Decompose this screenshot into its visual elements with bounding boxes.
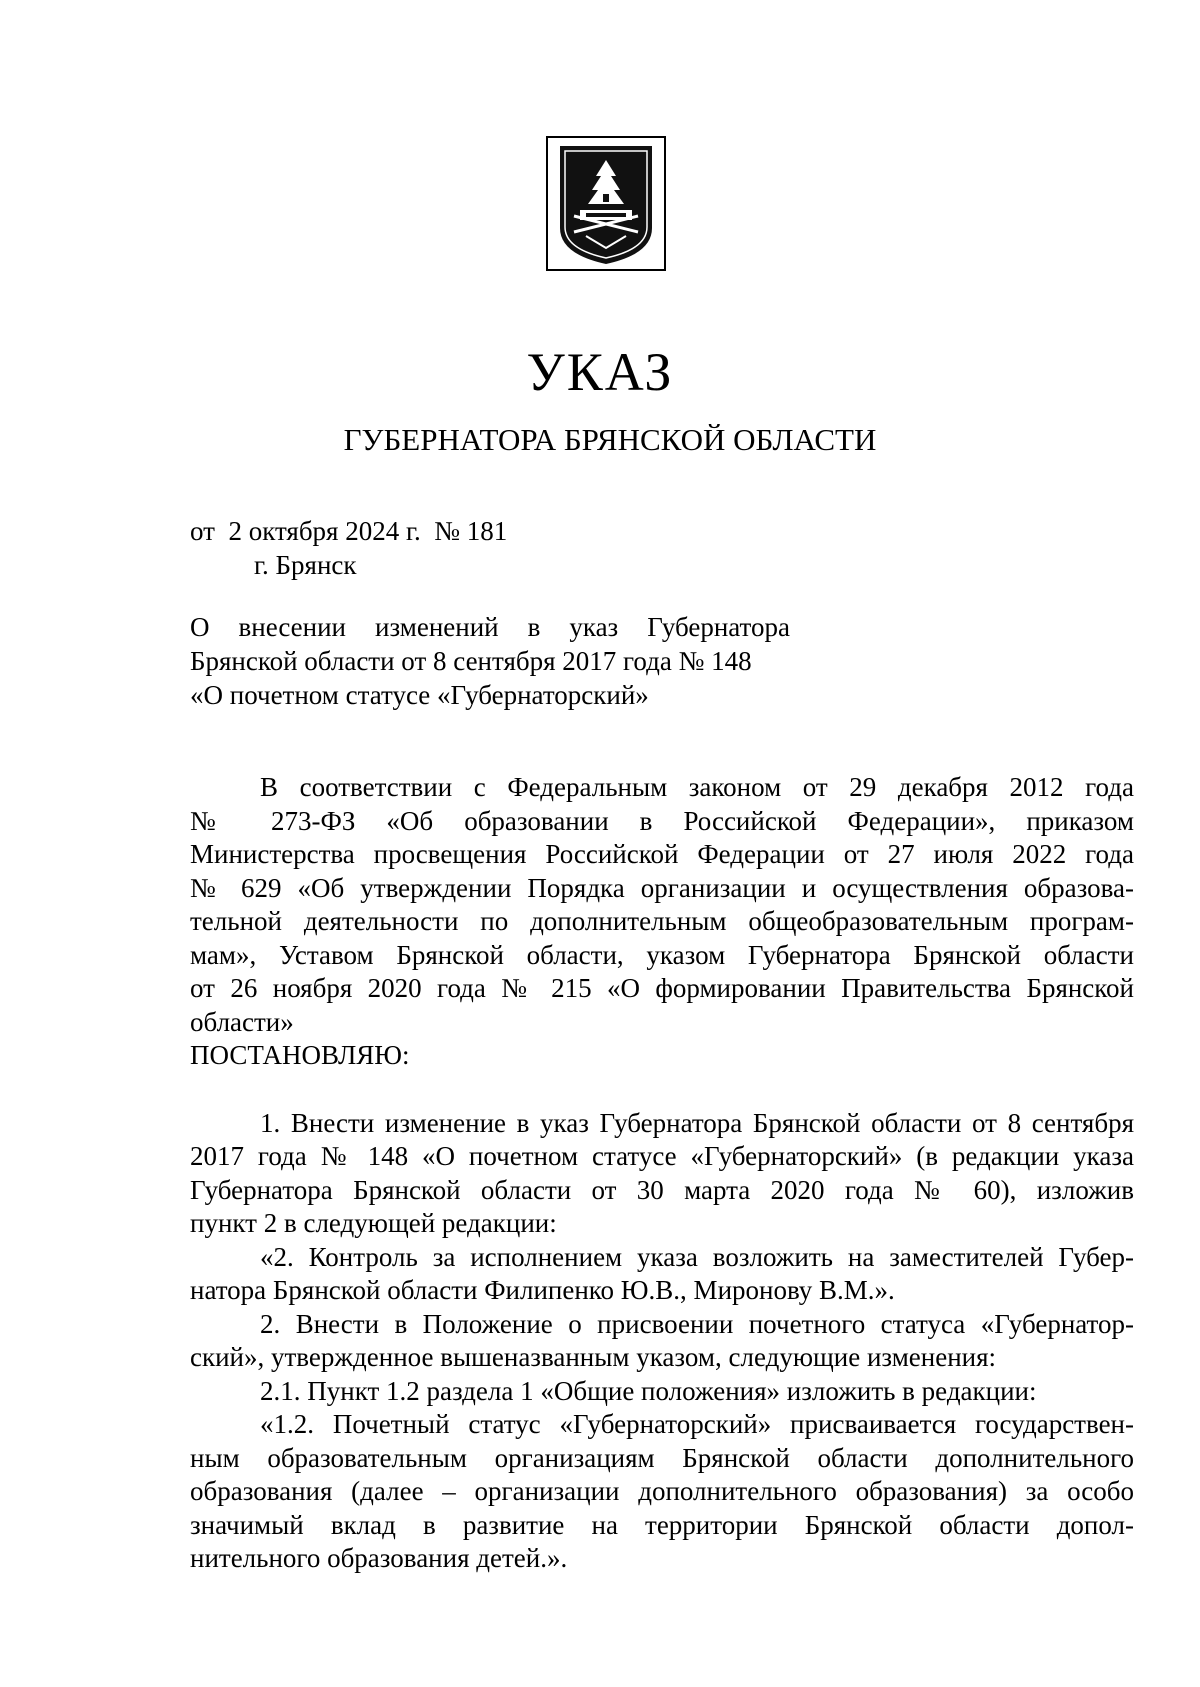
item-1-quote-line: «2. Контроль за исполнением указа возложить на заместителей Губер-: [260, 1241, 1134, 1272]
item-2-1-quote-line: значимый вклад в развитие на территории Брянской области допол-: [190, 1509, 1134, 1540]
preamble-line: В соответствии с Федеральным законом от 29 декабря 2012 года: [260, 772, 1134, 802]
document-subtitle: ГУБЕРНАТОРА БРЯНСКОЙ ОБЛАСТИ: [343, 422, 877, 457]
preamble-line: Министерства просвещения Российской Федерации от 27 июля 2022 года: [190, 839, 1134, 869]
heading-line: Брянской области от 8 сентября 2017 года № 148: [190, 646, 752, 676]
item-1-quote-line: натора Брянской области Филипенко Ю.В., Миронову В.М.».: [190, 1275, 895, 1305]
preamble-line: № 273-ФЗ «Об образовании в Российской Федерации», приказом: [190, 805, 1134, 836]
item-2-line: ский», утвержденное вышеназванным указом, следующие изменения:: [190, 1342, 997, 1372]
preamble-line: тельной деятельности по дополнительным общеобразовательным програм-: [190, 906, 1134, 936]
heading-line: «О почетном статусе «Губернаторский»: [190, 680, 649, 710]
document-heading: [190, 610, 790, 712]
document-city: г. Брянск: [254, 550, 357, 580]
document-title: УКАЗ: [526, 342, 674, 402]
coat-of-arms-icon: [546, 136, 666, 271]
heading-line: О внесении изменений в указ Губернатора: [190, 612, 790, 642]
decree-word: ПОСТАНОВЛЯЮ:: [190, 1040, 410, 1070]
item-2-1-quote-line: «1.2. Почетный статус «Губернаторский» присваивается государствен-: [260, 1409, 1134, 1439]
item-2-1-quote-line: ным образовательным организациям Брянской области дополнительного: [190, 1442, 1134, 1473]
document-date-number: от 2 октября 2024 г. № 181: [190, 516, 508, 546]
preamble-line: № 629 «Об утверждении Порядка организации и осуществления образова-: [190, 872, 1134, 903]
preamble-line: от 26 ноября 2020 года № 215 «О формировании Правительства Брянской: [190, 973, 1134, 1003]
preamble-line: области»: [190, 1006, 294, 1037]
item-2-line: 2. Внести в Положение о присвоении почетного статуса «Губернатор-: [260, 1308, 1134, 1339]
document-body: [190, 771, 1134, 1576]
preamble-line: мам», Уставом Брянской области, указом Губернатора Брянской области: [190, 939, 1134, 970]
item-2-1-quote-line: нительного образования детей.».: [190, 1543, 568, 1573]
item-1-line: пункт 2 в следующей редакции:: [190, 1208, 557, 1238]
item-1-line: Губернатора Брянской области от 30 марта 2020 года № 60), изложив: [190, 1174, 1134, 1205]
spacer: [190, 1073, 1134, 1107]
item-1-line: 1. Внести изменение в указ Губернатора Брянской области от 8 сентября: [260, 1107, 1134, 1138]
item-2-1-quote-line: образования (далее – организации дополнительного образования) за особо: [190, 1476, 1134, 1506]
item-1-line: 2017 года № 148 «О почетном статусе «Губернаторский» (в редакции указа: [190, 1141, 1134, 1171]
item-2-1-line: 2.1. Пункт 1.2 раздела 1 «Общие положения» изложить в редакции:: [260, 1375, 1037, 1406]
